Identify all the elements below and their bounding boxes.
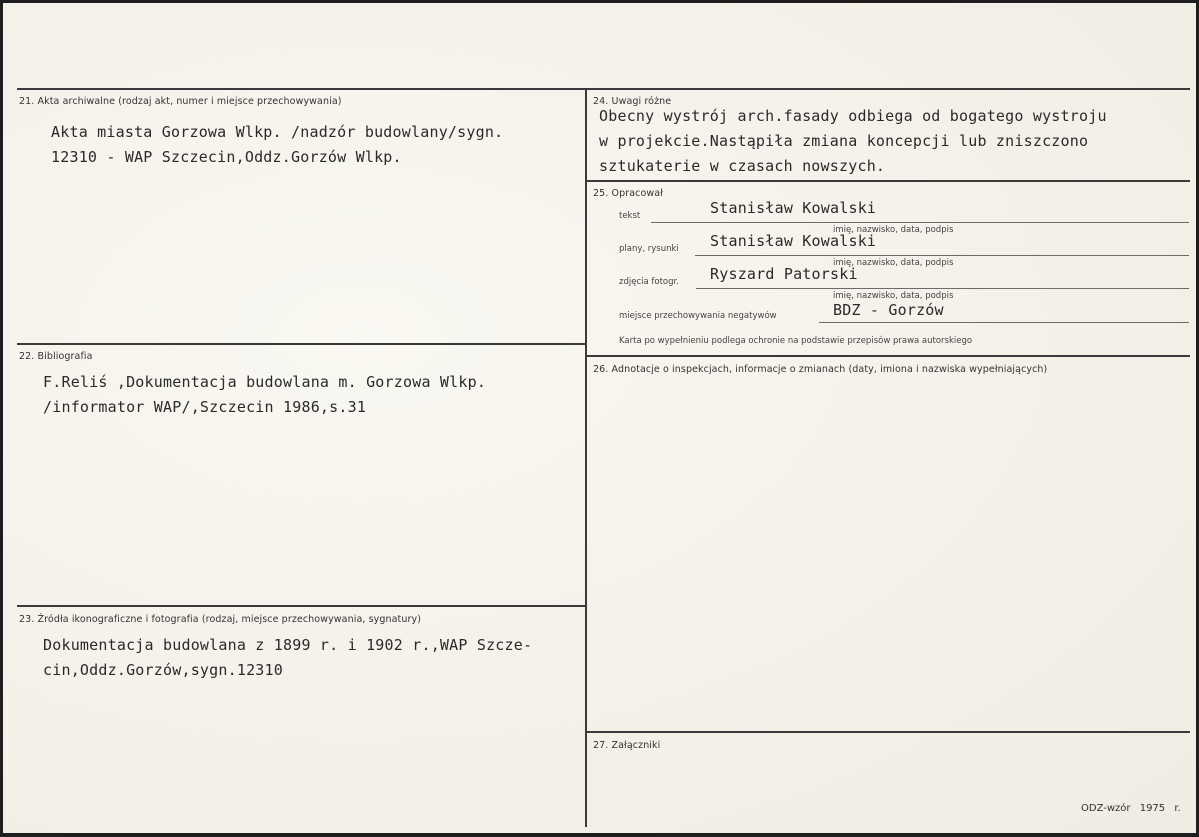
- rule-26-27: [587, 731, 1190, 733]
- section-25-label: 25. Opracował: [593, 188, 663, 199]
- author-text-value: Stanisław Kowalski: [710, 199, 877, 217]
- copyright-note: Karta po wypełnieniu podlega ochronie na podstawie przepisów prawa autorskiego: [619, 336, 973, 346]
- negatives-location-label: miejsce przechowywania negatywów: [619, 311, 777, 321]
- author-plans-hint: imię, nazwisko, data, podpis: [833, 258, 954, 268]
- author-plans-label: plany, rysunki: [619, 244, 679, 254]
- author-photos-label: zdjęcia fotogr.: [619, 277, 679, 287]
- rule-24-25: [587, 180, 1190, 182]
- section-24-line-2: w projekcie.Nastąpiła zmiana koncepcji lub zniszczono: [599, 132, 1089, 150]
- author-plans-value: Stanisław Kowalski: [710, 232, 877, 250]
- form-code-name: ODZ-wzór: [1081, 803, 1131, 814]
- form-code-suffix: r.: [1174, 803, 1181, 814]
- section-24-line-1: Obecny wystrój arch.fasady odbiega od bogatego wystroju: [599, 107, 1107, 125]
- record-card: [3, 3, 1196, 833]
- section-21-label: 21. Akta archiwalne (rodzaj akt, numer i miejsce przechowywania): [19, 96, 342, 107]
- section-22-line-2: /informator WAP/,Szczecin 1986,s.31: [43, 398, 367, 416]
- author-photos-hint: imię, nazwisko, data, podpis: [833, 291, 954, 301]
- center-divider: [585, 89, 587, 827]
- section-23-line-2: cin,Oddz.Gorzów,sygn.12310: [43, 661, 283, 679]
- top-rule: [17, 88, 1190, 90]
- author-photos-value: Ryszard Patorski: [710, 265, 858, 283]
- rule-22-23: [17, 605, 585, 607]
- rule-25-26: [587, 355, 1190, 357]
- author-text-label: tekst: [619, 211, 641, 221]
- form-code-year: 1975: [1139, 803, 1166, 814]
- section-24-label: 24. Uwagi różne: [593, 96, 672, 107]
- section-22-line-1: F.Reliś ,Dokumentacja budowlana m. Gorzowa Wlkp.: [43, 373, 487, 391]
- author-text-line: [651, 222, 1189, 223]
- section-27-label: 27. Załączniki: [593, 740, 661, 751]
- section-24-line-3: sztukaterie w czasach nowszych.: [599, 157, 886, 175]
- section-26-label: 26. Adnotacje o inspekcjach, informacje o zmianach (daty, imiona i nazwiska wypełniających): [593, 364, 1048, 375]
- section-22-label: 22. Bibliografia: [19, 351, 93, 362]
- section-21-line-1: Akta miasta Gorzowa Wlkp. /nadzór budowlany/sygn.: [51, 123, 504, 141]
- section-23-line-1: Dokumentacja budowlana z 1899 r. i 1902 r.,WAP Szcze-: [43, 636, 533, 654]
- section-21-line-2: 12310 - WAP Szczecin,Oddz.Gorzów Wlkp.: [51, 148, 402, 166]
- form-code: [1081, 803, 1181, 814]
- rule-21-22: [17, 343, 585, 345]
- section-23-label: 23. Źródła ikonograficzne i fotografia (rodzaj, miejsce przechowywania, sygnatury): [19, 614, 422, 625]
- negatives-location-value: BDZ - Gorzów: [833, 301, 944, 319]
- author-text-hint: imię, nazwisko, data, podpis: [833, 225, 954, 235]
- negatives-location-line: [819, 322, 1189, 323]
- author-plans-line: [695, 255, 1189, 256]
- author-photos-line: [696, 288, 1189, 289]
